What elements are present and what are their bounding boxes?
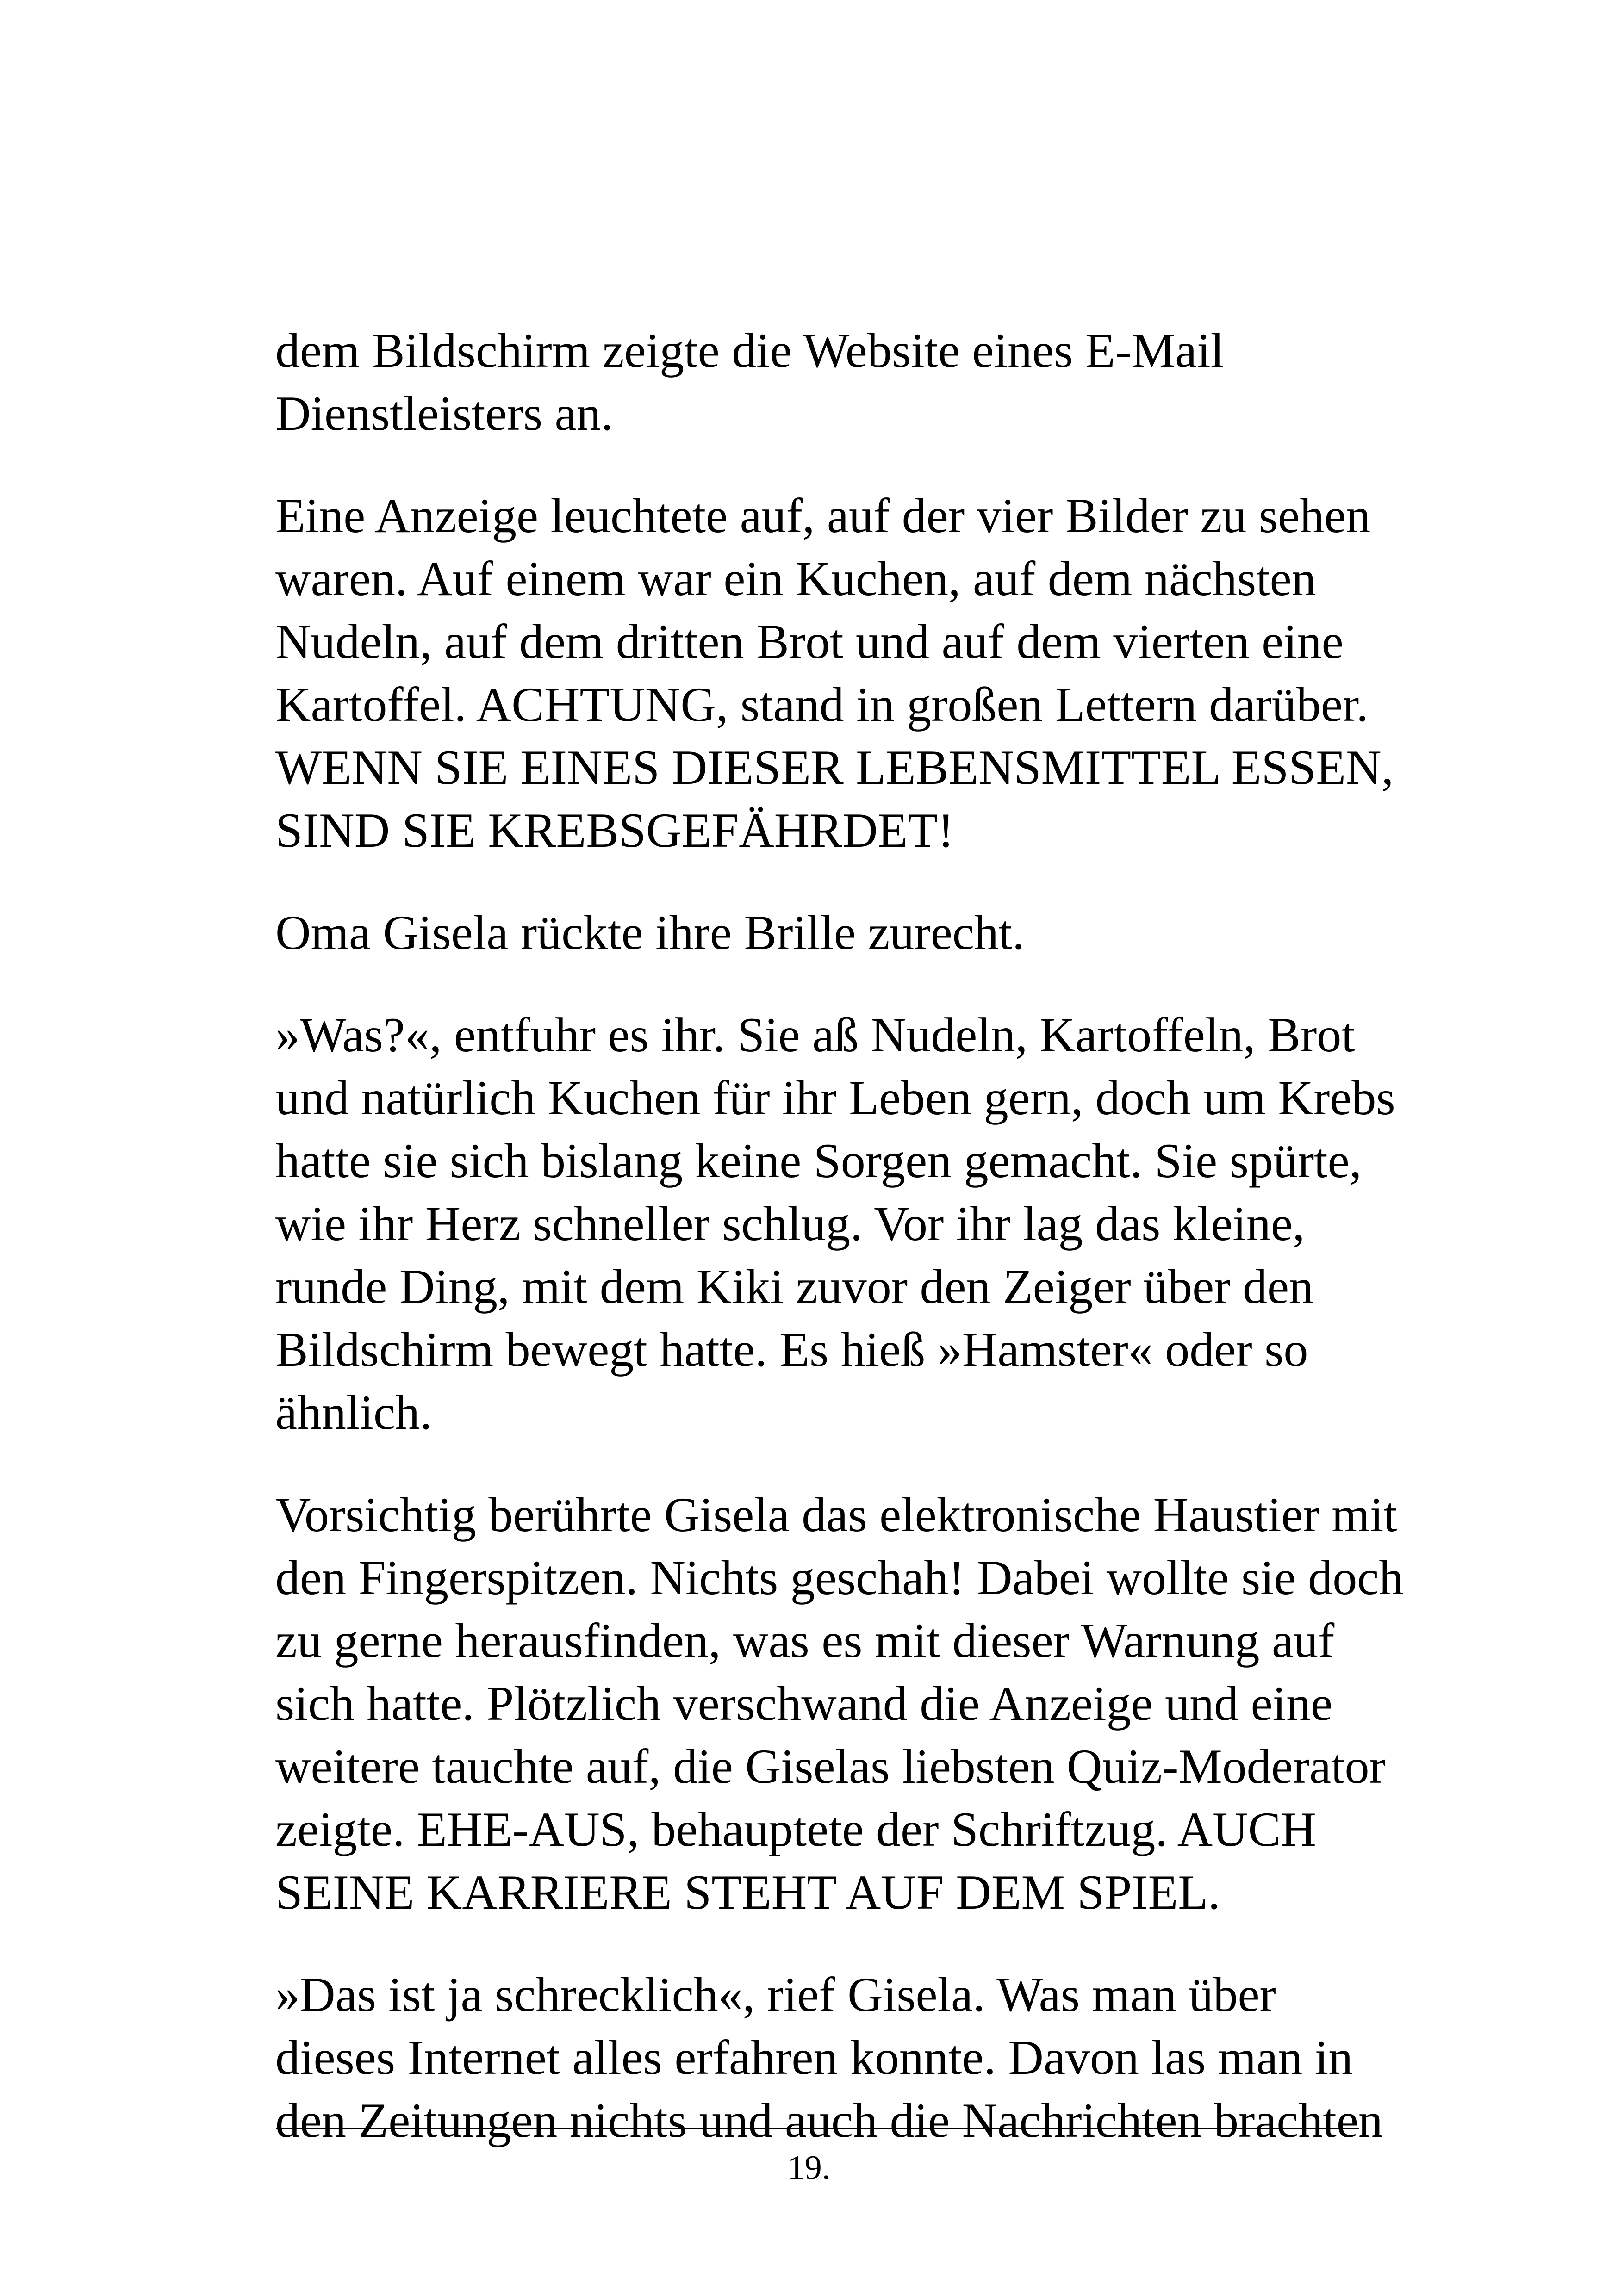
paragraph	[275, 1483, 1404, 1924]
text-line: WENN SIE EINES DIESER LEBENSMITTEL ESSEN,	[275, 740, 1394, 794]
text-line: »Was?«, entfuhr es ihr. Sie aß Nudeln, Kartoffeln, Brot	[275, 1008, 1355, 1062]
text-line: ähnlich.	[275, 1385, 432, 1440]
paragraph	[275, 1004, 1395, 1444]
text-line: und natürlich Kuchen für ihr Leben gern, doch um Krebs	[275, 1071, 1395, 1125]
paragraph	[275, 901, 1372, 964]
text-line: SIND SIE KREBSGEFÄHRDET!	[275, 803, 954, 857]
text-line: SEINE KARRIERE STEHT AUF DEM SPIEL.	[275, 1865, 1220, 1919]
text-line: hatte sie sich bislang keine Sorgen gemacht. Sie spürte,	[275, 1134, 1362, 1188]
text-line: sich hatte. Plötzlich verschwand die Anzeige und eine	[275, 1676, 1333, 1731]
text-line: wie ihr Herz schneller schlug. Vor ihr lag das kleine,	[275, 1197, 1305, 1251]
paragraph	[275, 319, 1372, 445]
text-line: dieses Internet alles erfahren konnte. Davon las man in	[275, 2030, 1353, 2085]
text-line: Bildschirm bewegt hatte. Es hieß »Hamster« oder so	[275, 1322, 1308, 1377]
text-line: zu gerne herausfinden, was es mit dieser Warnung auf	[275, 1613, 1335, 1668]
text-line: zeigte. EHE-AUS, behauptete der Schriftzug. AUCH	[275, 1802, 1316, 1856]
page-number: 19.	[787, 2149, 831, 2187]
text-line: Eine Anzeige leuchtete auf, auf der vier Bilder zu sehen	[275, 489, 1371, 543]
body-text	[275, 319, 1404, 2191]
text-line: weitere tauchte auf, die Giselas liebsten Quiz-Moderator	[275, 1739, 1386, 1793]
text-line: Dienstleisters an.	[275, 386, 614, 441]
text-line: runde Ding, mit dem Kiki zuvor den Zeiger über den	[275, 1260, 1314, 1314]
text-line: Oma Gisela rückte ihre Brille zurecht.	[275, 906, 1025, 960]
text-line: Nudeln, auf dem dritten Brot und auf dem vierten eine	[275, 614, 1344, 669]
paragraph	[275, 484, 1394, 862]
text-line: Kartoffel. ACHTUNG, stand in großen Lettern darüber.	[275, 677, 1369, 732]
footer-divider	[276, 2128, 1359, 2129]
paragraph	[275, 1963, 1383, 2152]
text-line: »Das ist ja schrecklich«, rief Gisela. Was man über	[275, 1967, 1276, 2022]
text-line: dem Bildschirm zeigte die Website eines E-Mail	[275, 323, 1225, 378]
text-line: den Zeitungen nichts und auch die Nachrichten brachten	[275, 2093, 1383, 2147]
text-line: den Fingerspitzen. Nichts geschah! Dabei wollte sie doch	[275, 1551, 1404, 1605]
text-line: waren. Auf einem war ein Kuchen, auf dem nächsten	[275, 552, 1316, 606]
text-line: Vorsichtig berührte Gisela das elektronische Haustier mit	[275, 1488, 1397, 1542]
